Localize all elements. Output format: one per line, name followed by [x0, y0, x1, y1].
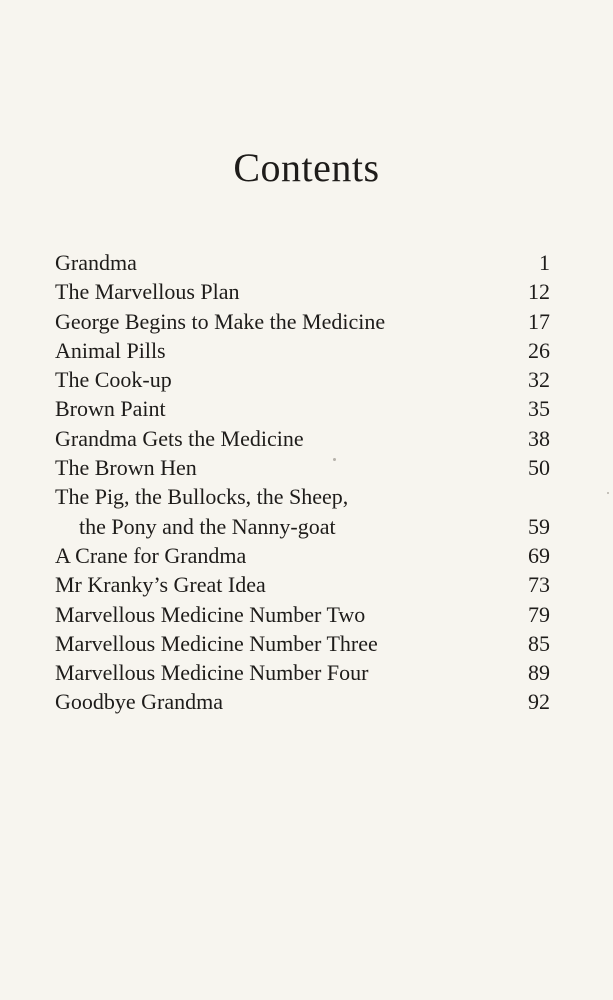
toc-entry-title: The Brown Hen	[55, 455, 197, 481]
toc-entry-page: 89	[528, 660, 550, 686]
paper-speck	[333, 458, 336, 461]
table-of-contents	[55, 248, 550, 717]
toc-entry-title-line: The Pig, the Bullocks, the Sheep,	[55, 484, 349, 510]
toc-entry	[55, 482, 550, 541]
toc-entry	[55, 658, 550, 687]
toc-entry-title: Marvellous Medicine Number Three	[55, 630, 378, 656]
toc-entry-title: The Marvellous Plan	[55, 279, 240, 305]
toc-entry-title: George Begins to Make the Medicine	[55, 308, 386, 334]
toc-entry-page: 79	[528, 601, 550, 627]
toc-entry	[55, 336, 550, 365]
toc-entry-page: 35	[528, 396, 550, 422]
toc-entry-title: Mr Kranky’s Great Idea	[55, 572, 266, 598]
toc-entry-page: 59	[528, 513, 550, 539]
toc-entry-page: 92	[528, 689, 550, 715]
toc-entry	[55, 365, 550, 394]
toc-entry	[55, 307, 550, 336]
toc-entry	[55, 541, 550, 570]
toc-entry-title-continuation: the Pony and the Nanny-goat	[79, 513, 336, 539]
toc-entry-title: Marvellous Medicine Number Two	[55, 601, 366, 627]
toc-entry-page: 85	[528, 630, 550, 656]
toc-entry-title: A Crane for Grandma	[55, 542, 247, 568]
paper-speck	[607, 492, 609, 494]
toc-entry	[55, 629, 550, 658]
toc-entry-page: 69	[528, 542, 550, 568]
toc-entry-page: 17	[528, 308, 550, 334]
toc-entry-title: Brown Paint	[55, 396, 166, 422]
toc-entry	[55, 394, 550, 423]
toc-entry	[55, 424, 550, 453]
toc-entry-title: Animal Pills	[55, 337, 166, 363]
toc-entry-title: Goodbye Grandma	[55, 689, 224, 715]
toc-entry-page: 26	[528, 337, 550, 363]
toc-entry	[55, 277, 550, 306]
toc-entry-page: 12	[528, 279, 550, 305]
toc-entry	[55, 453, 550, 482]
toc-entry	[55, 600, 550, 629]
toc-entry	[55, 570, 550, 599]
toc-entry-title: Marvellous Medicine Number Four	[55, 660, 369, 686]
toc-entry-page: 73	[528, 572, 550, 598]
toc-entry	[55, 248, 550, 277]
toc-entry-page: 38	[528, 425, 550, 451]
page-title: Contents	[233, 145, 380, 190]
toc-entry	[55, 687, 550, 716]
toc-entry-title: The Cook-up	[55, 367, 172, 393]
toc-entry-page: 32	[528, 367, 550, 393]
toc-entry-page: 50	[528, 455, 550, 481]
toc-entry-title: Grandma	[55, 250, 137, 275]
toc-entry-title	[55, 482, 348, 541]
toc-entry-title: Grandma Gets the Medicine	[55, 425, 304, 451]
toc-entry-page: 1	[539, 250, 550, 275]
